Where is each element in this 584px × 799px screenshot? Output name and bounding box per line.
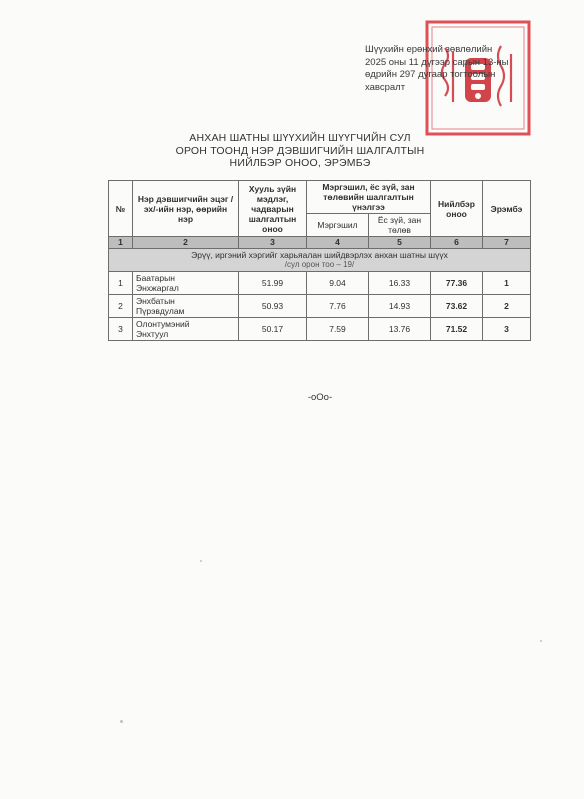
scan-speck	[200, 560, 202, 562]
column-number: 4	[307, 237, 369, 249]
header-professional: Мэргэшил	[307, 214, 369, 237]
cell-ethics: 16.33	[369, 272, 431, 295]
name-line: Энхжаргал	[136, 283, 179, 293]
table-row	[109, 318, 531, 341]
cell-professional: 9.04	[307, 272, 369, 295]
cell-ethics: 13.76	[369, 318, 431, 341]
cell-rank: 3	[483, 318, 531, 341]
header-group: Мэргэшил, ёс зүй, зан төлөвийн шалгалтын үнэлгээ	[307, 181, 431, 214]
cell-professional: 7.76	[307, 295, 369, 318]
cell-ethics: 14.93	[369, 295, 431, 318]
section-row	[109, 249, 531, 272]
column-number: 3	[239, 237, 307, 249]
document-title	[150, 132, 450, 170]
name-line: Энхбатын	[136, 296, 175, 306]
cell-no: 3	[109, 318, 133, 341]
name-line: Энхтуул	[136, 329, 169, 339]
header-total: Нийлбэр оноо	[431, 181, 483, 237]
title-line: ОРОН ТООНД НЭР ДЭВШИГЧИЙН ШАЛГАЛТЫН	[175, 144, 425, 157]
section-title: Эрүү, иргэний хэргийг харьяалан шийдвэрлэх анхан шатны шүүх	[191, 250, 448, 260]
cell-name	[133, 295, 239, 318]
column-number: 7	[483, 237, 531, 249]
cell-total: 71.52	[431, 318, 483, 341]
cell-rank: 2	[483, 295, 531, 318]
section-cell	[109, 249, 531, 272]
header-law: Хууль зүйн мэдлэг, чадварын шалгалтын оноо	[239, 181, 307, 237]
name-line: Олонтумэний	[136, 319, 190, 329]
cell-law: 50.93	[239, 295, 307, 318]
title-line: НИЙЛБЭР ОНОО, ЭРЭМБЭ	[229, 157, 371, 169]
cell-no: 2	[109, 295, 133, 318]
column-number: 5	[369, 237, 431, 249]
cell-law: 51.99	[239, 272, 307, 295]
header-rank: Эрэмбэ	[483, 181, 531, 237]
ranking-table	[108, 180, 531, 341]
column-number: 2	[133, 237, 239, 249]
header-no: №	[109, 181, 133, 237]
header-ethics: Ёс зүй, зан төлөв	[369, 214, 431, 237]
header-name: Нэр дэвшигчийн эцэг /эх/-ийн нэр, өөрийн нэр	[133, 181, 239, 237]
table-row	[109, 272, 531, 295]
cell-total: 77.36	[431, 272, 483, 295]
cell-law: 50.17	[239, 318, 307, 341]
table-row	[109, 295, 531, 318]
scan-speck	[120, 720, 123, 723]
annex-note-line: Шүүхийн ерөнхий зөвлөлийн	[365, 44, 493, 55]
title-line: АНХАН ШАТНЫ ШҮҮХИЙН ШҮҮГЧИЙН СУЛ	[189, 132, 411, 144]
cell-total: 73.62	[431, 295, 483, 318]
column-number: 6	[431, 237, 483, 249]
column-number-row	[109, 237, 531, 249]
end-mark: -oOo-	[307, 392, 333, 403]
cell-professional: 7.59	[307, 318, 369, 341]
cell-rank: 1	[483, 272, 531, 295]
annex-note-line: өдрийн 297 дугаар тогтоолын	[365, 69, 496, 80]
name-line: Пүрэвдулам	[136, 306, 185, 316]
annex-note-line: хавсралт	[365, 81, 406, 93]
name-line: Баатарын	[136, 273, 175, 283]
annex-note-line: 2025 оны 11 дүгээр сарын 13-ны	[365, 56, 509, 68]
column-number: 1	[109, 237, 133, 249]
section-vacancies: /сул орон тоо – 19/	[284, 260, 355, 269]
cell-name	[133, 318, 239, 341]
cell-name	[133, 272, 239, 295]
table-header-row	[109, 181, 531, 214]
cell-no: 1	[109, 272, 133, 295]
scan-speck	[540, 640, 542, 642]
annex-note	[365, 44, 540, 94]
